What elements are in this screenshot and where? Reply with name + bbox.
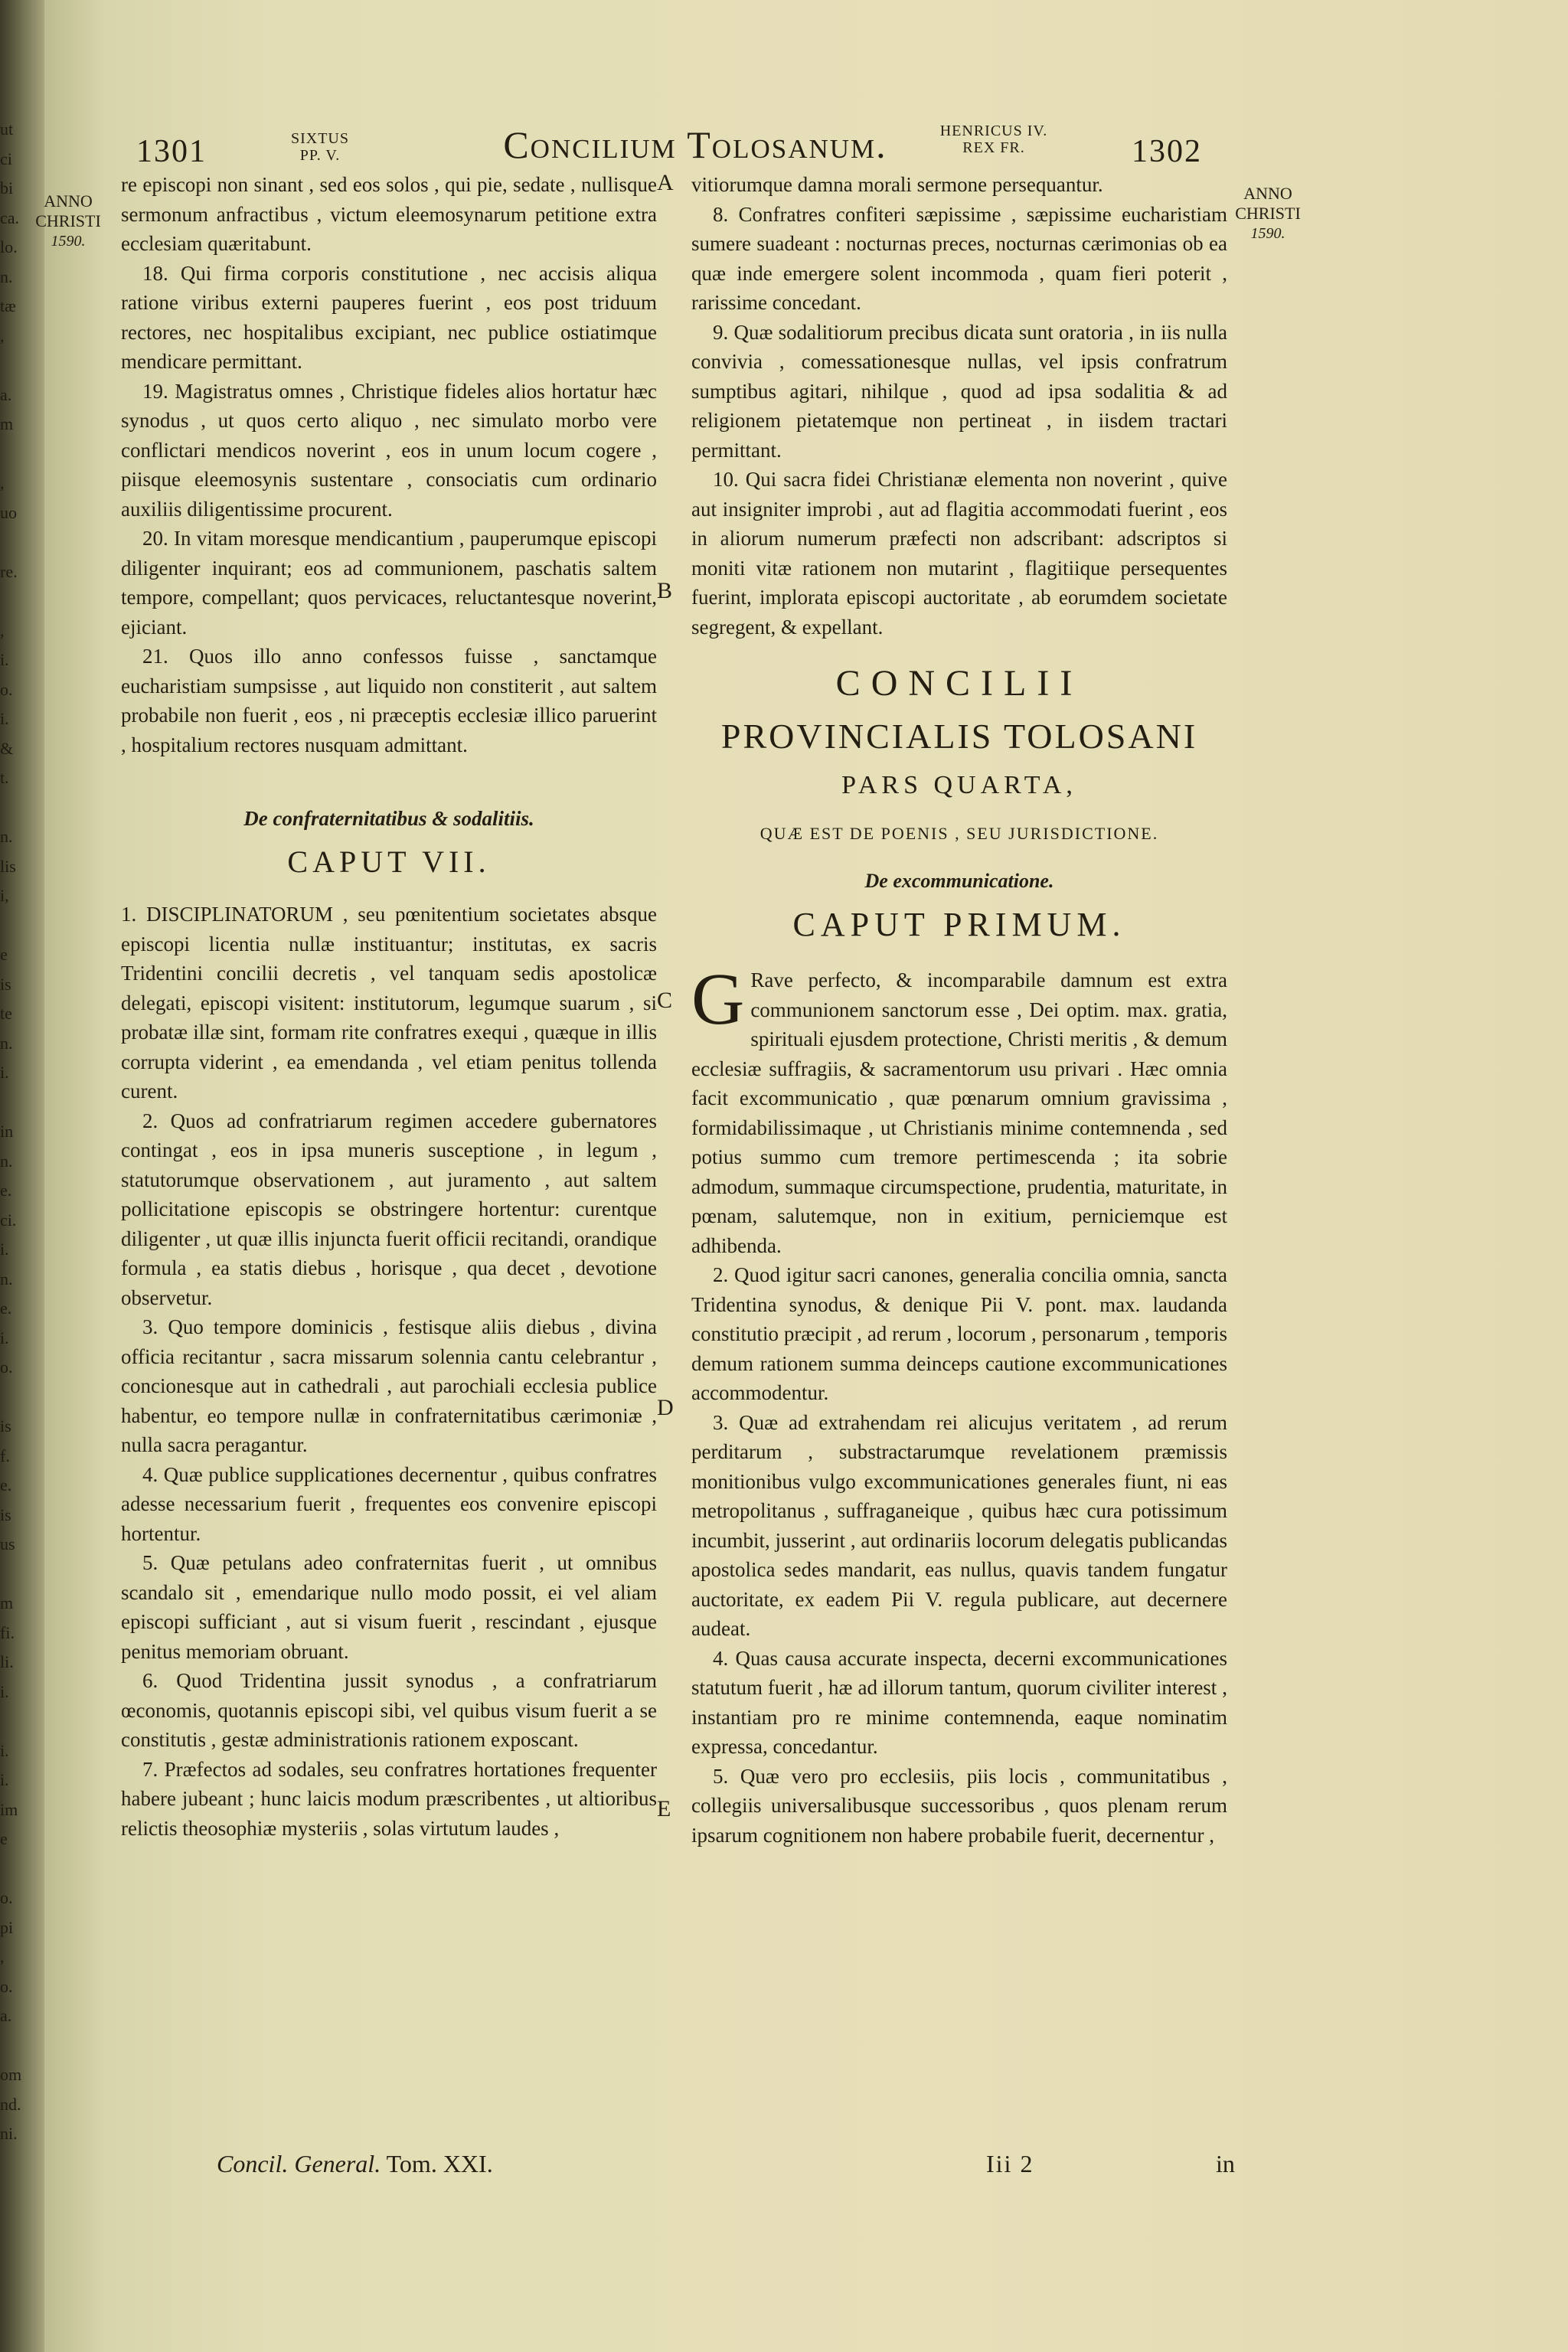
left-anno-christi-note (26, 191, 110, 251)
title-pars-quarta: PARS QUARTA, (841, 771, 1077, 799)
left-paragraph: re episcopi non sinant , sed eos solos , qui pie, sedate , nullisque sermonum anfractibus , victum eleemosynarum petitione extra ecclesiam quæritabunt. (121, 173, 657, 255)
chapter-paragraph: 5. Quæ petulans adeo confraternitas fuerit , ut omnibus scandalo sit , emendarique nullo modo possit, ei vel aliam episcopi sufficiant , aut si visum fuerit , rescindant , ejusque penitus memoriam obruant. (121, 1551, 657, 1663)
section-letter-b: B (657, 578, 673, 603)
signature-mark: Iii 2 (986, 2150, 1034, 2177)
right-column (691, 170, 1227, 1850)
caput-vii-heading: CAPUT VII. (287, 844, 491, 879)
left-anno: ANNO (44, 191, 93, 211)
chapter-paragraph: 2. Quos ad confratriarum regimen accedere gubernatores contingat , eos in ipsa muneris susceptione , in legum , statutorumque observationem , aut juramento , aut saltem pollicitatione episcopis se obstringere hortentur: curentque diligenter , ut quæ illis injuncta fuerit officii recitandi, orandique formula , ea statis diebus , horisque , qua decet , devotione observetur. (121, 1109, 657, 1309)
title-de-excommunicatione: De excommunicatione. (864, 870, 1054, 892)
caput-primum-heading: CAPUT PRIMUM. (792, 905, 1126, 943)
section-letter-e: E (657, 1796, 671, 1821)
footer-volume: Tom. XXI. (386, 2150, 493, 2177)
left-year: 1590. (51, 233, 86, 250)
right-king-title: REX FR. (962, 139, 1025, 156)
running-header (44, 0, 1568, 168)
right-year: 1590. (1250, 225, 1285, 242)
council-part-title (691, 663, 1227, 897)
right-paragraph: 9. Quæ sodalitiorum precibus dicata sunt oratoria , in iis nulla convivia , comessationesque nullas, vel ipsis confratrum sumptibus agitari, nihilque , quod ad ipsa sodalitia & ad religionem pietatemque non pertineat , in iisdem tractari permittant. (691, 320, 1227, 462)
catchword: in (1216, 2150, 1235, 2177)
section-letter-a: A (657, 170, 674, 195)
chapter-paragraph: 7. Præfectos ad sodales, seu confratres hortationes frequenter habere jubeant ; hunc laicis modum præscribentes , ut altioribus relictis theosophiæ mysteriis , solas virtutum laudes , (121, 1757, 657, 1840)
right-paragraph: vitiorumque damna morali sermone persequantur. (691, 173, 1103, 196)
left-paragraph: 20. In vitam moresque mendicantium , pauperumque episcopi diligenter inquirant; eos ad communionem, paschatis saltem tempore, compellant; quos pervicaces, reluctantesque noverint, ejiciant. (121, 527, 657, 639)
left-column (121, 170, 657, 1843)
footer-series: Concil. General. (217, 2150, 381, 2177)
book-page (35, 0, 1568, 2352)
right-anno-christi-note (1222, 184, 1314, 243)
left-pope-title: PP. V. (299, 147, 341, 164)
chapter-paragraph: 2. Quod igitur sacri canones, generalia concilia omnia, sancta Tridentina synodus, & denique Pii V. pont. max. laudanda constitutio præcipit , ad rerum , locorum , personarum , temporis demum rationem summa deinceps cautione excommunicationes accommodentur. (691, 1263, 1227, 1404)
left-paragraph: 19. Magistratus omnes , Christique fideles alios hortatur hæc synodus , ut quos certo aliquo , nec simulato morbo vere conflictari mendicos noverint , eos in unum locum cogere , piisque eleemosynis sustentare , consociatis cum ordinario auxiliis diligentissime procurent. (121, 379, 657, 521)
title-concilii: CONCILII (835, 663, 1083, 704)
section-letter-d: D (657, 1395, 674, 1420)
right-christi: CHRISTI (1235, 204, 1301, 223)
left-page-number: 1301 (136, 134, 207, 169)
right-anno: ANNO (1243, 184, 1292, 203)
chapter-paragraph: 6. Quod Tridentina jussit synodus , a confratriarum œconomis, quotannis episcopi sibi, vel quibus visum fuerit a se constitutis , gestæ administrationis rationem exposcant. (121, 1669, 657, 1751)
chapter-paragraph: GRave perfecto, & incomparabile damnum est extra communionem sanctorum esse , Dei optim. max. gratia, spirituali ejusdem protectione, Christi meritis , & demum ecclesiæ suffragiis, & sacramentorum usu privari . Hæc omnia facit excommunicatio , quæ pœnarum omnium gravissima , formidabilissimaque , ut Christianis minime contemnenda , sed potius summo cum tremore pertimescenda ; ita sobrie admodum, summaque circumspectione, prudentia, maturitate, in pœnam, salutemque, non in exitium, perniciemque est adhibenda. (691, 958, 1227, 1257)
chapter-paragraph: 4. Quæ publice supplicationes decernentur , quibus confratres adesse necessarium fuerit , frequentes eos convenire episcopi hortentur. (121, 1462, 657, 1545)
left-paragraph: 21. Quos illo anno confessos fuisse , sanctamque eucharistiam sumpsisse , aut liquido non constiterit , aut saltem probabile non fuerit , eos , ni præceptis ecclesiæ illico paruerint , hospitalium rectores nusquam admittant. (121, 645, 657, 756)
left-pope-name: SIXTUS (290, 130, 349, 147)
chapter-paragraph: 4. Quas causa accurate inspecta, decerni excommunicationes statutum fuerit , hæ ad illorum tantum, quorum civiliter interest , instantiam pro re minime contemnenda, eaque nominatim expressa, concedantur. (691, 1646, 1227, 1758)
confraternity-subheading: De confraternitatibus & sodalitiis. (243, 807, 534, 830)
volume-footer (217, 2150, 493, 2178)
title-de-poenis: QUÆ EST DE POENIS , SEU JURISDICTIONE. (760, 823, 1159, 843)
chapter-paragraph: 3. Quo tempore dominicis , festisque aliis diebus , divina officia recitantur , sacra missarum solennia cantu celebrantur , concionesque aut in cathedrali , aut parochiali ecclesia publice habentur, eo tempore nullæ in confraternitatibus cærimoniæ , nulla sacra peragantur. (121, 1315, 657, 1456)
chapter-paragraph: 1. DISCIPLINATORUM , seu pœnitentium societates absque episcopi licentia nullæ instituantur; institutas, ex sacris Tridentini concilii decretis , vel tanquam sedis apostolicæ delegati, episcopi visitent: institutorum, legumque suarum , si probatæ illæ sint, formam rite confratres exequi , quæque in illis corrupta viderint , ea emendanda , vel etiam penitus tollenda curent. (121, 903, 657, 1102)
left-christi: CHRISTI (35, 211, 101, 230)
chapter-paragraph: 3. Quæ ad extrahendam rei alicujus veritatem , ad rerum perditarum , substractarumque revelationem præmissis monitionibus vulgo excommunicationes generales fiunt, ni eas metropolitanus , suffraganeique , quibus hæc cura potissimum incumbit, jusserint , aut ordinariis locorum delegatis publicandas apostolica sedes mandarit, eas nullus, quavis tandem fungatur auctoritate, ex eadem Pii V. regula publicare, aut decernere audeat. (691, 1410, 1227, 1640)
signature-footer (986, 2150, 1235, 2178)
right-paragraph: 10. Qui sacra fidei Christianæ elementa non noverint , quive aut insigniter improbi , aut ad flagitia accommodati fuerint , eos in aliorum numerum præfecti non adscribant: adscriptos si moniti vitæ rationem non mutarint , flagitiique persequentes fuerint, implorata episcopi auctoritate , ab eorumdem societate segregent, & expellant. (691, 468, 1227, 639)
left-pope-heading (274, 130, 366, 164)
right-king-heading (933, 122, 1055, 156)
chapter-paragraph: 5. Quæ vero pro ecclesiis, piis locis , communitatibus , collegiis universalibusque successoribus , quos plenam rerum ipsarum cognitionem non habere probabile fuerit, decernentur , (691, 1764, 1227, 1847)
left-paragraph: 18. Qui firma corporis constitutione , nec accisis aliqua ratione viribus externi pauperes fuerint , eos post triduum rectores, nec hospitalibus excipiant, nec publice ostiatimque mendicare permittant. (121, 261, 657, 373)
right-paragraph: 8. Confratres confiteri sæpissime , sæpissime eucharistiam sumere suadeant : nocturnas preces, nocturnas cærimonias ob ea quæ inde emergere solent incommoda , quam fieri poterit , rarissime concedant. (691, 202, 1227, 314)
running-title: Concilium Tolosanum. (503, 123, 887, 166)
title-provincialis: PROVINCIALIS TOLOSANI (720, 716, 1198, 756)
section-letter-c: C (657, 988, 673, 1013)
right-page-number: 1302 (1132, 134, 1202, 169)
right-king-name: HENRICUS IV. (939, 122, 1048, 139)
previous-page-edge-text: ut ci bi ca. lo. n. tæ , a. m , uo re. , i. o. i. & t. n. lis i, e is te n. i. in n. e. ci. i. n. e. i. o. is f. e. is us m fi. li. i. i. i. im e o. pi , o. a. om nd. ni. (0, 119, 22, 2143)
